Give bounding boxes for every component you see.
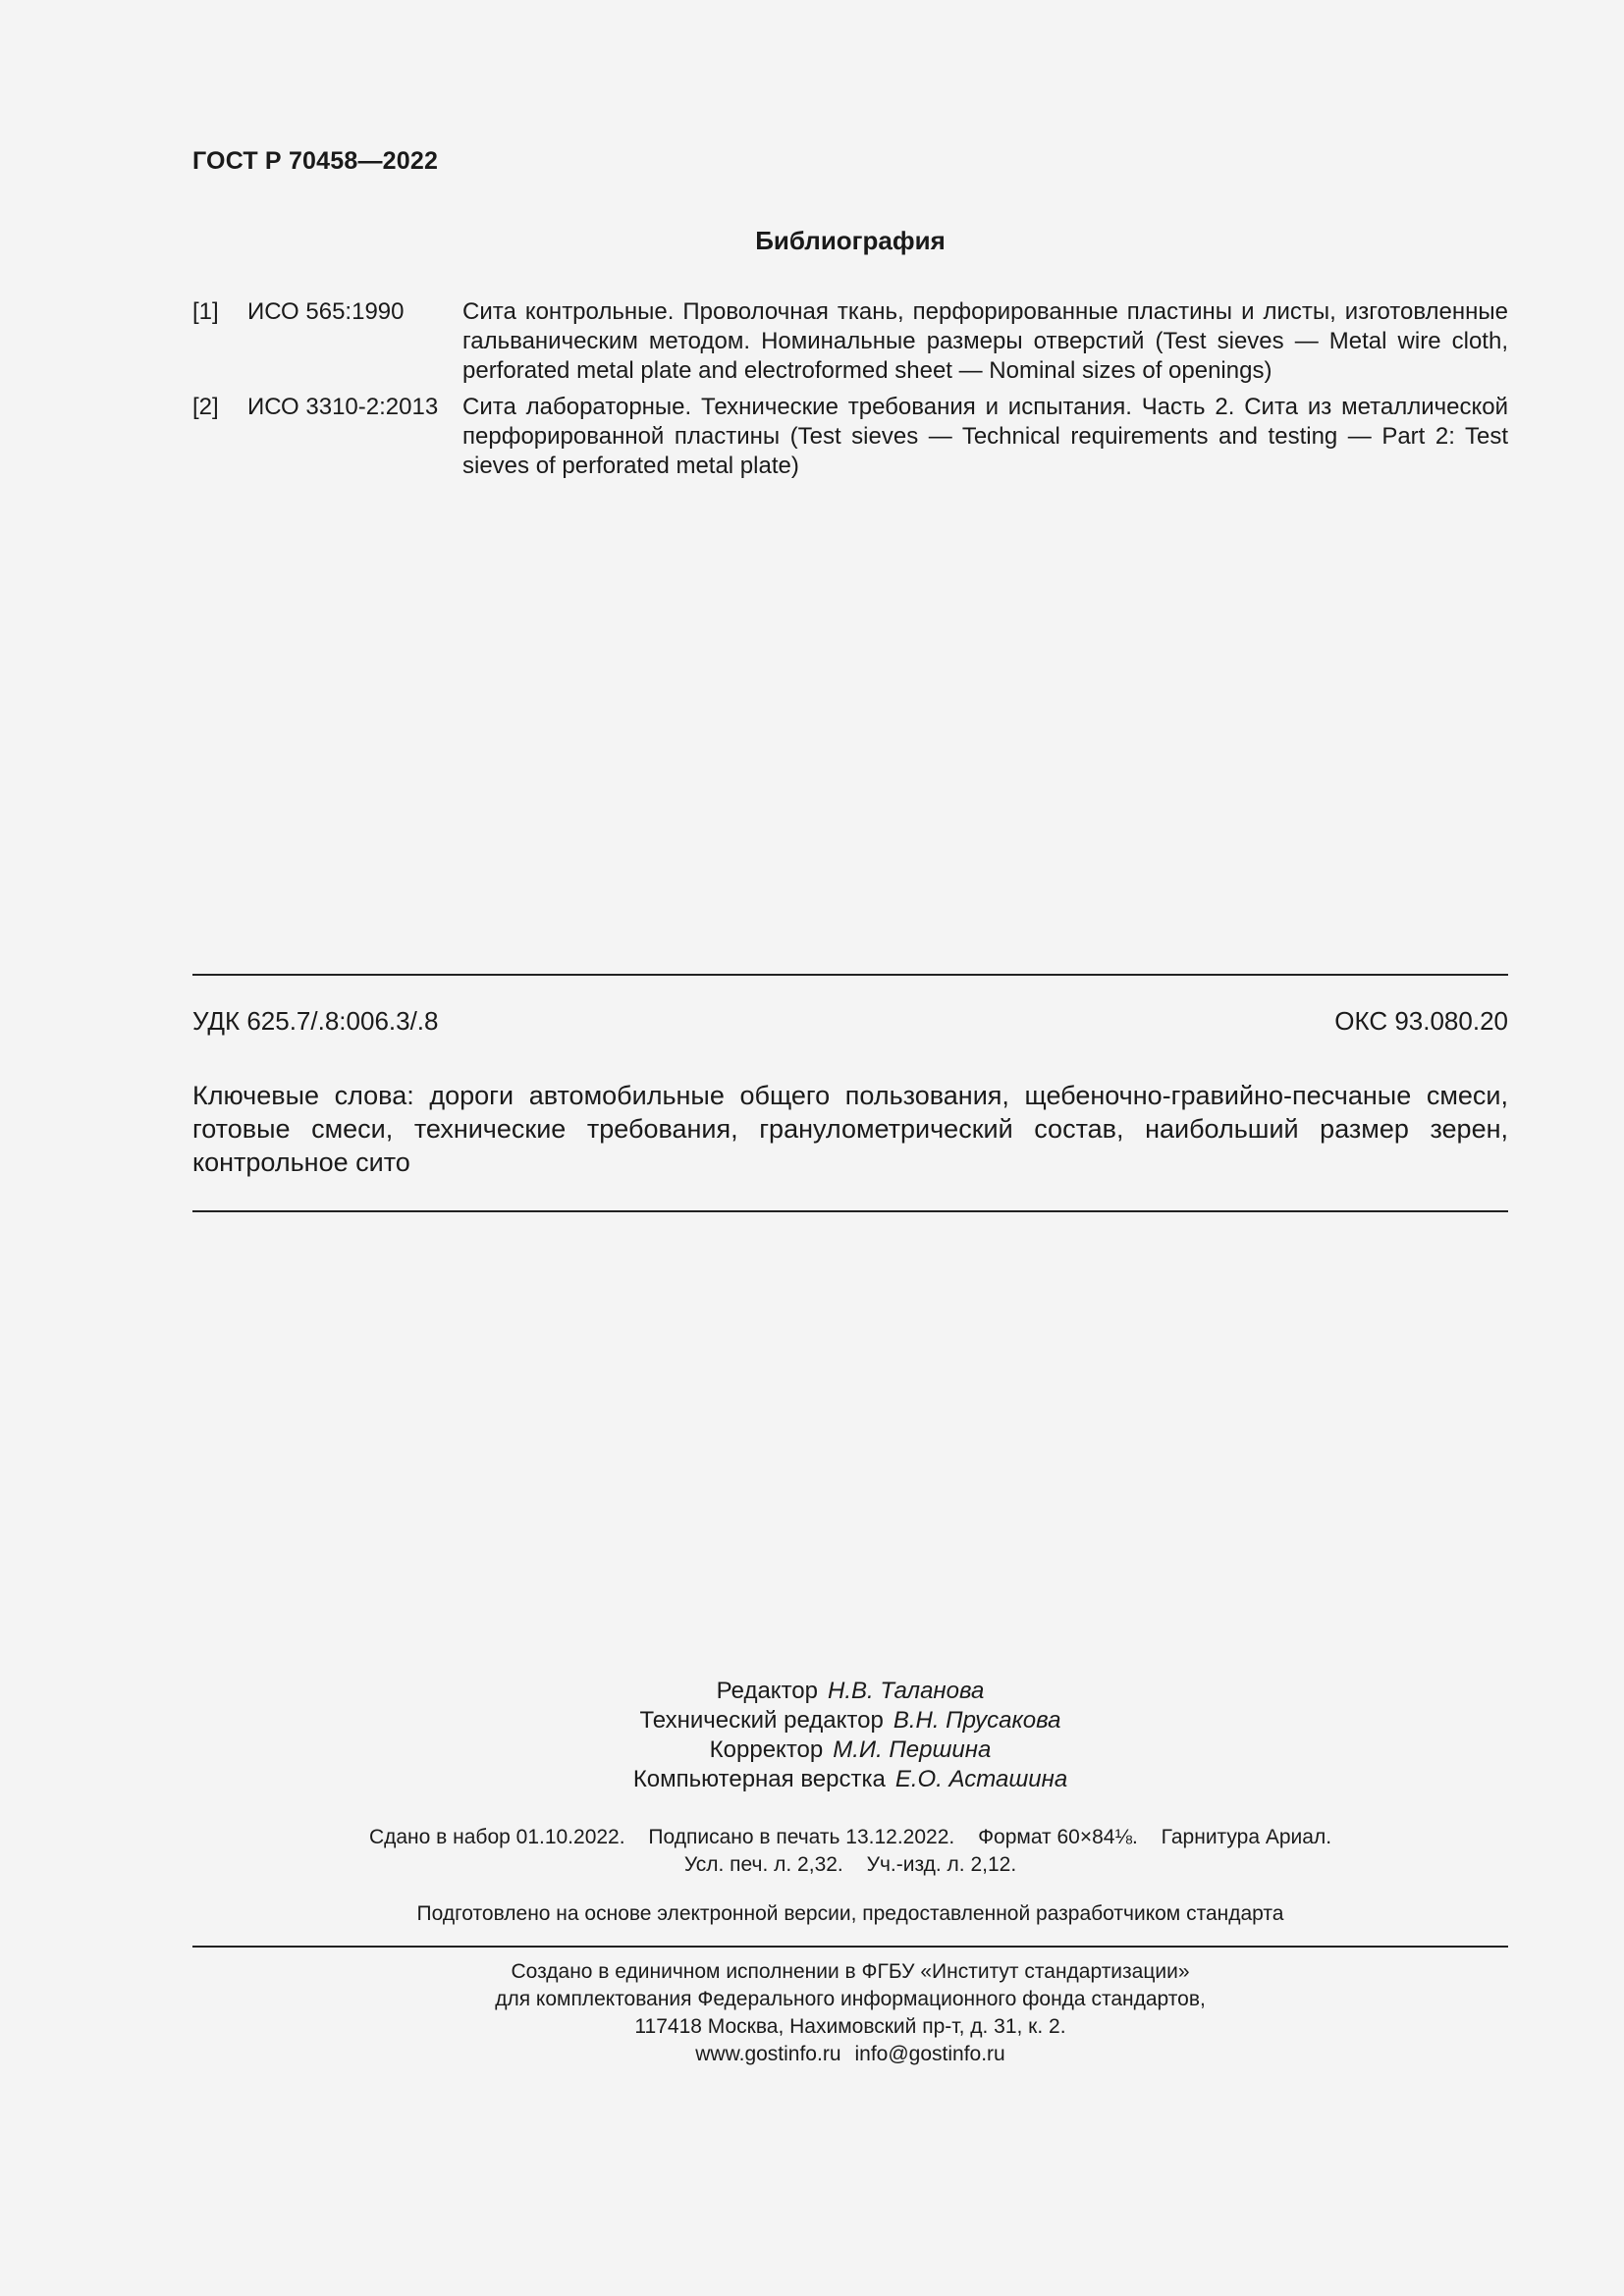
signed-date: Подписано в печать 13.12.2022. — [648, 1826, 955, 1848]
divider-top — [192, 974, 1508, 976]
typeface: Гарнитура Ариал. — [1161, 1826, 1332, 1848]
credit-name: Е.О. Асташина — [894, 1766, 1068, 1792]
print-info-block — [192, 1824, 1508, 1879]
document-code: ГОСТ Р 70458—2022 — [192, 147, 439, 175]
credit-line — [192, 1735, 1508, 1765]
website-link[interactable]: www.gostinfo.ru — [695, 2043, 841, 2065]
publisher-line-1: Создано в единичном исполнении в ФГБУ «Институт стандартизации» — [511, 1960, 1190, 1983]
email-link[interactable]: info@gostinfo.ru — [854, 2043, 1005, 2065]
publisher-address: 117418 Москва, Нахимовский пр-т, д. 31, к. 2. — [634, 2015, 1066, 2038]
bibliography-entry — [192, 297, 1508, 386]
credit-line — [192, 1706, 1508, 1735]
credit-role: Редактор — [716, 1678, 818, 1704]
print-sheets: Усл. печ. л. 2,32. — [683, 1853, 843, 1876]
bibliography-entry-code: ИСО 3310-2:2013 — [247, 394, 439, 420]
credit-line — [192, 1677, 1508, 1706]
credit-name: М.И. Першина — [833, 1736, 992, 1763]
bibliography-entry-number: [1] — [192, 298, 219, 325]
bibliography-entry-text: Сита контрольные. Проволочная ткань, перфорированные пластины и листы, изготовленные гальваническим методом. Номинальные размеры отверстий (Test sieves — Metal wire cloth, perforated metal plate and electroformed sheet — Nominal sizes of openings) — [462, 298, 1508, 384]
publisher-contacts — [192, 2041, 1508, 2068]
keywords-paragraph: Ключевые слова: дороги автомобильные общего пользования, щебеночно-гравийно-песчаные смеси, готовые смеси, технические требования, гранулометрический состав, наибольший размер зерен, контрольное сито — [192, 1081, 1508, 1177]
bibliography-entry-text: Сита лабораторные. Технические требования и испытания. Часть 2. Сита из металлической перфорированной пластины (Test sieves — Technical requirements and testing — Part 2: Test sieves of perforated metal plate) — [462, 394, 1508, 479]
submitted-date: Сдано в набор 01.10.2022. — [368, 1826, 625, 1848]
udk-code: УДК 625.7/.8:006.3/.8 — [192, 1006, 439, 1036]
publication-sheets: Уч.-изд. л. 2,12. — [866, 1853, 1017, 1876]
divider-bottom — [192, 1210, 1508, 1212]
credit-name: В.Н. Прусакова — [893, 1707, 1061, 1734]
bibliography-entry — [192, 393, 1508, 481]
credits-block — [192, 1677, 1508, 1794]
publisher-line-2: для комплектования Федерального информационного фонда стандартов, — [495, 1988, 1206, 2010]
document-page — [192, 0, 1508, 2296]
bibliography-title: Библиография — [755, 226, 946, 255]
bibliography-list — [192, 297, 1508, 488]
credit-line — [192, 1765, 1508, 1794]
bibliography-entry-code: ИСО 565:1990 — [247, 298, 405, 325]
publisher-block — [192, 1958, 1508, 2068]
print-format: Формат 60×84⅛. — [978, 1826, 1138, 1848]
print-info-line-2 — [192, 1851, 1508, 1879]
credit-role: Корректор — [709, 1736, 824, 1763]
credit-name: Н.В. Таланова — [827, 1678, 985, 1704]
print-info-line-1 — [192, 1824, 1508, 1851]
credit-role: Технический редактор — [639, 1707, 884, 1734]
prepared-note: Подготовлено на основе электронной версии, предоставленной разработчиком стандарта — [416, 1902, 1284, 1925]
oks-code: ОКС 93.080.20 — [1334, 1006, 1508, 1036]
divider-publisher — [192, 1946, 1508, 1948]
credit-role: Компьютерная верстка — [632, 1766, 886, 1792]
bibliography-entry-number: [2] — [192, 394, 219, 420]
